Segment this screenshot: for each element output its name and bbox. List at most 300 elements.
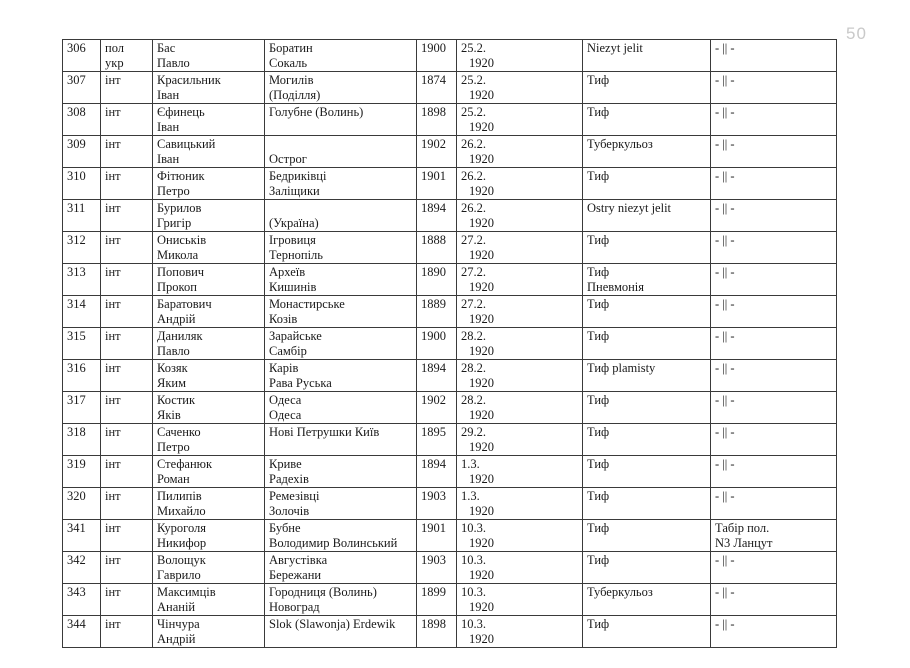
note-cell-line xyxy=(715,376,832,391)
death-date-cell-line: 26.2. xyxy=(461,201,486,215)
cause-cell-line xyxy=(587,408,706,423)
cause-cell-line: Тиф xyxy=(587,425,610,439)
note-cell xyxy=(711,200,837,232)
cause-cell xyxy=(583,584,711,616)
birth-year-cell: 1902 xyxy=(417,392,457,424)
category-cell-line xyxy=(105,120,148,135)
death-date-cell xyxy=(457,168,583,200)
note-cell-line: - || - xyxy=(715,617,735,631)
cause-cell-line: Тиф xyxy=(587,233,610,247)
birthplace-cell-line: Нові Петрушки Київ xyxy=(269,425,380,439)
death-date-cell xyxy=(457,264,583,296)
death-date-cell-line: 1920 xyxy=(469,440,494,454)
table-row xyxy=(63,168,837,200)
cause-cell-line: Тиф xyxy=(587,553,610,567)
death-date-cell xyxy=(457,552,583,584)
person-name-cell xyxy=(153,424,265,456)
birthplace-cell-line: Августівка xyxy=(269,553,328,567)
death-date-cell-line: 1.3. xyxy=(461,457,480,471)
cause-cell-line: Туберкульоз xyxy=(587,137,653,151)
note-cell xyxy=(711,456,837,488)
death-date-cell xyxy=(457,584,583,616)
person-name-cell-line: Волощук xyxy=(157,553,206,567)
record-number-cell: 313 xyxy=(63,264,101,296)
person-name-cell-line: Костик xyxy=(157,393,196,407)
birth-year-cell: 1900 xyxy=(417,40,457,72)
cause-cell-line: Тиф xyxy=(587,297,610,311)
category-cell-line: пол xyxy=(105,41,125,55)
birth-year-cell: 1889 xyxy=(417,296,457,328)
note-cell-line: - || - xyxy=(715,265,735,279)
birth-year-cell: 1898 xyxy=(417,104,457,136)
person-name-cell-line: Андрій xyxy=(157,632,196,646)
category-cell-line xyxy=(105,408,148,423)
person-name-cell-line: Куроголя xyxy=(157,521,207,535)
cause-cell xyxy=(583,72,711,104)
category-cell-line: інт xyxy=(105,393,121,407)
birthplace-cell xyxy=(265,136,417,168)
birthplace-cell-line: Голубне (Волинь) xyxy=(269,105,364,119)
note-cell xyxy=(711,616,837,648)
cause-cell xyxy=(583,296,711,328)
category-cell xyxy=(101,584,153,616)
note-cell-line xyxy=(715,248,832,263)
person-name-cell-line: Ониськів xyxy=(157,233,207,247)
category-cell xyxy=(101,488,153,520)
death-date-cell-line: 1920 xyxy=(469,504,494,518)
record-number-cell: 306 xyxy=(63,40,101,72)
person-name-cell-line: Бурилов xyxy=(157,201,202,215)
birthplace-cell-line: Рава Руська xyxy=(269,376,332,390)
cause-cell-line: Niezyt jelit xyxy=(587,41,643,55)
note-cell-line: - || - xyxy=(715,297,735,311)
birthplace-cell xyxy=(265,456,417,488)
death-date-cell xyxy=(457,424,583,456)
death-date-cell xyxy=(457,232,583,264)
cause-cell-line: Тиф xyxy=(587,393,610,407)
table-row xyxy=(63,104,837,136)
note-cell-line xyxy=(715,600,832,615)
birthplace-cell xyxy=(265,264,417,296)
death-date-cell-line: 1920 xyxy=(469,248,494,262)
person-name-cell xyxy=(153,232,265,264)
table-row xyxy=(63,520,837,552)
category-cell-line: укр xyxy=(105,56,124,70)
person-name-cell-line: Роман xyxy=(157,472,190,486)
cause-cell-line: Тиф plamisty xyxy=(587,361,656,375)
death-date-cell-line: 1920 xyxy=(469,120,494,134)
note-cell xyxy=(711,72,837,104)
cause-cell-line xyxy=(587,248,706,263)
record-number-cell: 310 xyxy=(63,168,101,200)
category-cell xyxy=(101,200,153,232)
person-name-cell-line: Даниляк xyxy=(157,329,203,343)
death-date-cell-line: 28.2. xyxy=(461,393,486,407)
death-date-cell-line: 10.3. xyxy=(461,617,486,631)
person-name-cell-line: Максимців xyxy=(157,585,216,599)
note-cell xyxy=(711,424,837,456)
cause-cell-line xyxy=(587,120,706,135)
cause-cell-line: Тиф xyxy=(587,521,610,535)
person-name-cell xyxy=(153,616,265,648)
death-date-cell-line: 1920 xyxy=(469,408,494,422)
cause-cell-line xyxy=(587,56,706,71)
birth-year-cell: 1894 xyxy=(417,200,457,232)
birthplace-cell-line: Радехів xyxy=(269,472,309,486)
person-name-cell xyxy=(153,328,265,360)
category-cell-line xyxy=(105,632,148,647)
birth-year-cell: 1895 xyxy=(417,424,457,456)
category-cell xyxy=(101,72,153,104)
death-date-cell-line: 1920 xyxy=(469,280,494,294)
person-name-cell xyxy=(153,456,265,488)
table-row xyxy=(63,264,837,296)
birthplace-cell-line: Козів xyxy=(269,312,298,326)
category-cell-line xyxy=(105,88,148,103)
category-cell-line: інт xyxy=(105,521,121,535)
category-cell xyxy=(101,552,153,584)
death-date-cell-line: 27.2. xyxy=(461,297,486,311)
cause-cell xyxy=(583,232,711,264)
person-name-cell-line: Єфинець xyxy=(157,105,205,119)
page-number: 50 xyxy=(846,24,867,43)
cause-cell xyxy=(583,168,711,200)
person-name-cell xyxy=(153,584,265,616)
person-name-cell-line: Козяк xyxy=(157,361,188,375)
cause-cell-line xyxy=(587,184,706,199)
record-number-cell: 311 xyxy=(63,200,101,232)
note-cell-line xyxy=(715,568,832,583)
table-row xyxy=(63,200,837,232)
record-number-cell: 316 xyxy=(63,360,101,392)
category-cell xyxy=(101,424,153,456)
note-cell-line: - || - xyxy=(715,457,735,471)
table-row xyxy=(63,328,837,360)
death-date-cell-line: 25.2. xyxy=(461,105,486,119)
note-cell-line xyxy=(715,88,832,103)
death-date-cell-line: 25.2. xyxy=(461,41,486,55)
death-date-cell xyxy=(457,328,583,360)
birthplace-cell-line: Одеса xyxy=(269,393,302,407)
category-cell-line xyxy=(105,344,148,359)
birthplace-cell-line xyxy=(269,201,412,216)
cause-cell-line xyxy=(587,632,706,647)
birthplace-cell-line: Бубне xyxy=(269,521,301,535)
category-cell-line: інт xyxy=(105,297,121,311)
category-cell xyxy=(101,456,153,488)
person-name-cell-line: Павло xyxy=(157,344,190,358)
birthplace-cell xyxy=(265,616,417,648)
note-cell xyxy=(711,360,837,392)
person-name-cell-line: Михайло xyxy=(157,504,206,518)
birth-year-cell: 1903 xyxy=(417,552,457,584)
note-cell-line: - || - xyxy=(715,393,735,407)
birthplace-cell xyxy=(265,296,417,328)
death-date-cell-line: 10.3. xyxy=(461,553,486,567)
birthplace-cell-line: Ігровиця xyxy=(269,233,316,247)
note-cell-line: - || - xyxy=(715,553,735,567)
cause-cell-line: Пневмонія xyxy=(587,280,645,294)
record-number-cell: 342 xyxy=(63,552,101,584)
birthplace-cell-line: Бедриківці xyxy=(269,169,327,183)
person-name-cell-line: Попович xyxy=(157,265,205,279)
table-row xyxy=(63,392,837,424)
death-date-cell-line: 26.2. xyxy=(461,169,486,183)
table-row xyxy=(63,424,837,456)
note-cell xyxy=(711,264,837,296)
record-number-cell: 308 xyxy=(63,104,101,136)
birth-year-cell: 1901 xyxy=(417,168,457,200)
category-cell-line xyxy=(105,376,148,391)
birth-year-cell: 1894 xyxy=(417,360,457,392)
category-cell-line: інт xyxy=(105,457,121,471)
note-cell-line xyxy=(715,56,832,71)
birth-year-cell: 1874 xyxy=(417,72,457,104)
category-cell-line: інт xyxy=(105,361,121,375)
note-cell-line: Табір пол. xyxy=(715,521,770,535)
category-cell-line: інт xyxy=(105,169,121,183)
death-date-cell-line: 1920 xyxy=(469,568,494,582)
death-date-cell xyxy=(457,136,583,168)
record-number-cell: 343 xyxy=(63,584,101,616)
death-date-cell-line: 10.3. xyxy=(461,521,486,535)
birthplace-cell-line: Карів xyxy=(269,361,299,375)
death-date-cell-line: 1920 xyxy=(469,472,494,486)
note-cell-line xyxy=(715,312,832,327)
note-cell xyxy=(711,40,837,72)
death-date-cell-line: 28.2. xyxy=(461,329,486,343)
person-name-cell-line: Саченко xyxy=(157,425,201,439)
category-cell-line: інт xyxy=(105,489,121,503)
person-name-cell xyxy=(153,168,265,200)
note-cell-line xyxy=(715,344,832,359)
category-cell xyxy=(101,40,153,72)
birthplace-cell-line: Володимир Волинський xyxy=(269,536,398,550)
note-cell xyxy=(711,296,837,328)
birthplace-cell-line xyxy=(269,440,412,455)
cause-cell-line: Тиф xyxy=(587,489,610,503)
person-name-cell-line: Петро xyxy=(157,184,190,198)
note-cell-line xyxy=(715,216,832,231)
death-date-cell-line: 1920 xyxy=(469,376,494,390)
category-cell xyxy=(101,168,153,200)
person-name-cell-line: Баратович xyxy=(157,297,212,311)
cause-cell-line xyxy=(587,312,706,327)
birthplace-cell-line: Зарайське xyxy=(269,329,322,343)
category-cell-line xyxy=(105,280,148,295)
note-cell xyxy=(711,520,837,552)
record-number-cell: 344 xyxy=(63,616,101,648)
category-cell-line xyxy=(105,248,148,263)
person-name-cell-line: Яків xyxy=(157,408,181,422)
death-date-cell xyxy=(457,392,583,424)
cause-cell xyxy=(583,552,711,584)
category-cell xyxy=(101,136,153,168)
note-cell-line xyxy=(715,408,832,423)
cause-cell-line: Туберкульоз xyxy=(587,585,653,599)
birthplace-cell-line: Боратин xyxy=(269,41,313,55)
note-cell xyxy=(711,136,837,168)
cause-cell xyxy=(583,424,711,456)
death-date-cell xyxy=(457,520,583,552)
note-cell-line: - || - xyxy=(715,585,735,599)
person-name-cell-line: Чінчура xyxy=(157,617,200,631)
birthplace-cell-line: (Поділля) xyxy=(269,88,321,102)
cause-cell xyxy=(583,616,711,648)
birth-year-cell: 1898 xyxy=(417,616,457,648)
table-row xyxy=(63,616,837,648)
death-date-cell xyxy=(457,488,583,520)
birthplace-cell-line: (Україна) xyxy=(269,216,319,230)
person-name-cell-line: Фітюник xyxy=(157,169,205,183)
birthplace-cell-line: Ремезівці xyxy=(269,489,320,503)
birthplace-cell xyxy=(265,200,417,232)
record-number-cell: 312 xyxy=(63,232,101,264)
birth-year-cell: 1888 xyxy=(417,232,457,264)
category-cell-line: інт xyxy=(105,329,121,343)
category-cell-line xyxy=(105,600,148,615)
death-date-cell xyxy=(457,296,583,328)
cause-cell-line xyxy=(587,536,706,551)
death-date-cell-line: 1920 xyxy=(469,184,494,198)
record-number-cell: 318 xyxy=(63,424,101,456)
cause-cell xyxy=(583,456,711,488)
birth-year-cell: 1900 xyxy=(417,328,457,360)
birthplace-cell-line: Городниця (Волинь) xyxy=(269,585,377,599)
person-name-cell xyxy=(153,40,265,72)
birthplace-cell-line: Кишинів xyxy=(269,280,317,294)
birthplace-cell-line: Самбір xyxy=(269,344,307,358)
category-cell-line: інт xyxy=(105,73,121,87)
table-row xyxy=(63,552,837,584)
cause-cell xyxy=(583,520,711,552)
note-cell-line: - || - xyxy=(715,137,735,151)
note-cell-line xyxy=(715,120,832,135)
table-row xyxy=(63,360,837,392)
cause-cell xyxy=(583,488,711,520)
death-date-cell-line: 1920 xyxy=(469,632,494,646)
table-row xyxy=(63,488,837,520)
birthplace-cell xyxy=(265,328,417,360)
table-row xyxy=(63,40,837,72)
birthplace-cell-line: Криве xyxy=(269,457,302,471)
birthplace-cell-line xyxy=(269,120,412,135)
cause-cell-line xyxy=(587,504,706,519)
birthplace-cell xyxy=(265,360,417,392)
cause-cell xyxy=(583,40,711,72)
death-date-cell-line: 1920 xyxy=(469,216,494,230)
note-cell-line xyxy=(715,440,832,455)
birthplace-cell-line: Могилів xyxy=(269,73,314,87)
cause-cell xyxy=(583,360,711,392)
category-cell-line: інт xyxy=(105,585,121,599)
category-cell xyxy=(101,264,153,296)
birth-year-cell: 1890 xyxy=(417,264,457,296)
note-cell xyxy=(711,488,837,520)
note-cell xyxy=(711,104,837,136)
note-cell-line: - || - xyxy=(715,41,735,55)
birthplace-cell-line: Монастирське xyxy=(269,297,345,311)
note-cell xyxy=(711,328,837,360)
cause-cell-line: Тиф xyxy=(587,169,610,183)
note-cell-line xyxy=(715,472,832,487)
category-cell xyxy=(101,616,153,648)
cause-cell-line xyxy=(587,600,706,615)
cause-cell-line xyxy=(587,344,706,359)
category-cell-line: інт xyxy=(105,265,121,279)
birthplace-cell xyxy=(265,40,417,72)
record-number-cell: 319 xyxy=(63,456,101,488)
cause-cell-line: Тиф xyxy=(587,265,610,279)
category-cell xyxy=(101,520,153,552)
birthplace-cell-line: Одеса xyxy=(269,408,302,422)
note-cell-line xyxy=(715,504,832,519)
person-name-cell xyxy=(153,392,265,424)
note-cell-line: - || - xyxy=(715,329,735,343)
note-cell-line: - || - xyxy=(715,105,735,119)
category-cell xyxy=(101,392,153,424)
death-date-cell xyxy=(457,616,583,648)
death-date-cell-line: 29.2. xyxy=(461,425,486,439)
person-name-cell xyxy=(153,296,265,328)
person-name-cell xyxy=(153,360,265,392)
category-cell-line: інт xyxy=(105,105,121,119)
birthplace-cell-line xyxy=(269,632,412,647)
death-date-cell-line: 1.3. xyxy=(461,489,480,503)
birthplace-cell-line xyxy=(269,137,412,152)
cause-cell-line xyxy=(587,440,706,455)
person-name-cell-line: Пилипів xyxy=(157,489,202,503)
death-date-cell xyxy=(457,360,583,392)
category-cell-line xyxy=(105,536,148,551)
person-name-cell xyxy=(153,136,265,168)
death-date-cell xyxy=(457,104,583,136)
birthplace-cell-line: Тернопіль xyxy=(269,248,323,262)
death-date-cell-line: 1920 xyxy=(469,56,494,70)
person-name-cell xyxy=(153,520,265,552)
birth-year-cell: 1899 xyxy=(417,584,457,616)
death-date-cell-line: 27.2. xyxy=(461,265,486,279)
person-name-cell-line: Яким xyxy=(157,376,187,390)
burial-registry-table xyxy=(62,39,837,648)
category-cell-line xyxy=(105,184,148,199)
person-name-cell-line: Красильник xyxy=(157,73,221,87)
record-number-cell: 307 xyxy=(63,72,101,104)
person-name-cell xyxy=(153,264,265,296)
death-date-cell xyxy=(457,456,583,488)
cause-cell xyxy=(583,264,711,296)
table-row xyxy=(63,232,837,264)
death-date-cell-line: 27.2. xyxy=(461,233,486,247)
birthplace-cell-line: Сокаль xyxy=(269,56,308,70)
note-cell-line: - || - xyxy=(715,201,735,215)
note-cell-line: - || - xyxy=(715,169,735,183)
birthplace-cell-line: Заліщики xyxy=(269,184,320,198)
category-cell-line: інт xyxy=(105,617,121,631)
person-name-cell xyxy=(153,488,265,520)
category-cell xyxy=(101,328,153,360)
cause-cell xyxy=(583,104,711,136)
category-cell-line xyxy=(105,216,148,231)
category-cell-line xyxy=(105,152,148,167)
death-date-cell xyxy=(457,40,583,72)
cause-cell xyxy=(583,136,711,168)
note-cell-line: - || - xyxy=(715,489,735,503)
person-name-cell-line: Іван xyxy=(157,88,180,102)
cause-cell-line: Тиф xyxy=(587,73,610,87)
note-cell-line: - || - xyxy=(715,73,735,87)
cause-cell-line: Ostry niezyt jelit xyxy=(587,201,672,215)
